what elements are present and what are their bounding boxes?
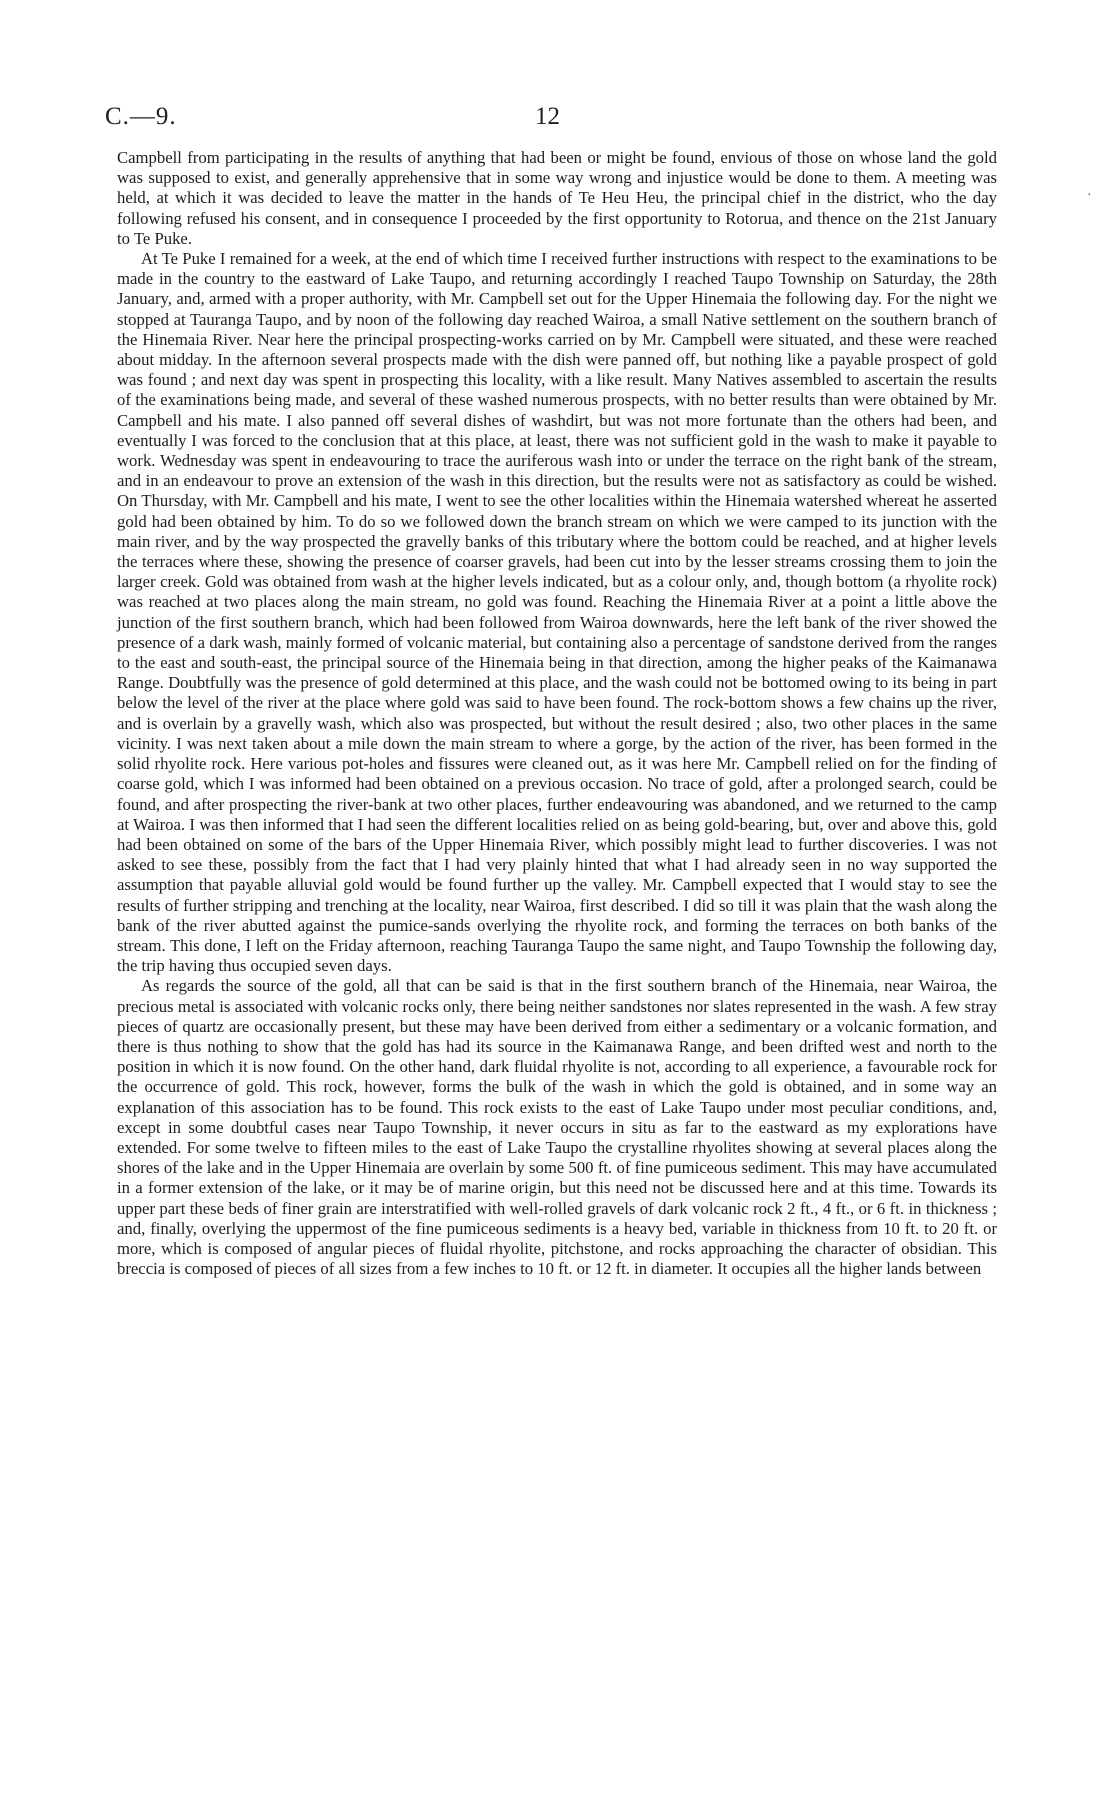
document-reference: C.—9. — [105, 103, 177, 130]
page-number: 12 — [535, 103, 560, 130]
paragraph-te-puke-journey: At Te Puke I remained for a week, at the end of which time I received further instructions with respect to the examinations to be made in the country to the eastward of Lake Taupo, and returning accordingly I reached Taupo Township on Saturday, the 28th January, and, armed with a proper authority, with Mr. Campbell set out for the Upper Hinemaia the following day. For the night we stopped at Tauranga Taupo, and by noon of the following day reached Wairoa, a small Native settlement on the southern branch of the Hinemaia River. Near here the principal prospecting-works carried on by Mr. Campbell were situated, and these were reached about midday. In the afternoon several prospects made with the dish were panned off, but nothing like a payable prospect of gold was found ; and next day was spent in prospecting this locality, with a like result. Many Natives assembled to ascertain the results of the examinations being made, and several of these washed numerous prospects, with no better results than were obtained by Mr. Campbell and his mate. I also panned off several dishes of washdirt, but was not more fortunate than the others had been, and eventually I was forced to the conclusion that at this place, at least, there was not sufficient gold in the wash to make it payable to work. Wednesday was spent in endeavouring to trace the auriferous wash into or under the terrace on the right bank of the stream, and in an endeavour to prove an extension of the wash in this direction, but the results were not as satisfactory as could be wished. On Thursday, with Mr. Campbell and his mate, I went to see the other localities within the Hinemaia watershed whereat he asserted gold had been obtained by him. To do so we followed down the branch stream on which we were camped to its junction with the main river, and by the way prospected the gravelly banks of this tributary where the bottom could be reached, and at higher levels the terraces where these, showing the presence of coarser gravels, had been cut into by the lesser streams crossing them to join the larger creek. Gold was obtained from wash at the higher levels indicated, but as a colour only, and, though bottom (a rhyolite rock) was reached at two places along the main stream, no gold was found. Reaching the Hinemaia River at a point a little above the junction of the first southern branch, which had been followed from Wairoa downwards, here the left bank of the river showed the presence of a dark wash, mainly formed of volcanic material, but containing also a percentage of sandstone derived from the ranges to the east and south-east, the principal source of the Hinemaia being in that direction, among the higher peaks of the Kaimanawa Range. Doubtfully was the presence of gold determined at this place, and the wash could not be bottomed owing to its being in part below the level of the river at the place where gold was said to have been found. The rock-bottom shows a few chains up the river, and is overlain by a gravelly wash, which also was prospected, but without the result desired ; also, two other places in the same vicinity. I was next taken about a mile down the main stream to where a gorge, by the action of the river, has been formed in the solid rhyolite rock. Here various pot-holes and fissures were cleaned out, as it was here Mr. Campbell relied on for the finding of coarse gold, which I was informed had been obtained on a previous occasion. No trace of gold, after a prolonged search, could be found, and after prospecting the river-bank at two other places, further endeavouring was abandoned, and we returned to the camp at Wairoa. I was then informed that I had seen the different localities relied on as being gold-bearing, but, over and above this, gold had been obtained on some of the bars of the Upper Hinemaia River, which possibly might lead to further discoveries. I was not asked to see these, possibly from the fact that I had very plainly hinted that what I had already seen in no way supported the assumption that payable alluvial gold would be found further up the valley. Mr. Campbell expected that I would stay to see the results of further stripping and trenching at the locality, near Wairoa, first described. I did so till it was plain that the wash along the bank of the river abutted against the pumice-sands overlying the rhyolite rock, and forming the terraces on both banks of the stream. This done, I left on the Friday afternoon, reaching Tauranga Taupo the same night, and Taupo Township the following day, the trip having thus occupied seven days. — [117, 249, 997, 976]
paragraph-gold-source: As regards the source of the gold, all that can be said is that in the first southern branch of the Hinemaia, near Wairoa, the precious metal is associated with volcanic rocks only, there being neither sandstones nor slates represented in the wash. A few stray pieces of quartz are occasionally present, but these may have been derived from either a sedimentary or a volcanic formation, and there is thus nothing to show that the gold has had its source in the Kaimanawa Range, and been drifted west and north to the position in which it is now found. On the other hand, dark fluidal rhyolite is not, according to all experience, a favourable rock for the occurrence of gold. This rock, however, forms the bulk of the wash in which the gold is obtained, and in some way an explanation of this association has to be found. This rock exists to the east of Lake Taupo under most peculiar conditions, and, except in some doubtful cases near Taupo Township, it never occurs in situ as far to the eastward as my explorations have extended. For some twelve to fifteen miles to the east of Lake Taupo the crystalline rhyolites showing at several places along the shores of the lake and in the Upper Hinemaia are overlain by some 500 ft. of fine pumiceous sediment. This may have accumulated in a former extension of the lake, or it may be of marine origin, but this need not be discussed here and at this time. Towards its upper part these beds of finer grain are interstratified with well-rolled gravels of dark volcanic rock 2 ft., 4 ft., or 6 ft. in thickness ; and, finally, overlying the uppermost of the fine pumiceous sediments is a heavy bed, variable in thickness from 10 ft. to 20 ft. or more, which is composed of angular pieces of fluidal rhyolite, pitchstone, and rocks approaching the character of obsidian. This breccia is composed of pieces of all sizes from a few inches to 10 ft. or 12 ft. in diameter. It occupies all the higher lands between — [117, 976, 997, 1279]
paragraph-continuation: Campbell from participating in the results of anything that had been or might be found, envious of those on whose land the gold was supposed to exist, and generally apprehensive that in some way wrong and injustice would be done to them. A meeting was held, at which it was decided to leave the matter in the hands of Te Heu Heu, the principal chief in the district, who the day following refused his consent, and in consequence I proceeded by the first opportunity to Rotorua, and thence on the 21st January to Te Puke. — [117, 148, 997, 248]
page-header — [105, 103, 1010, 137]
margin-mark: · — [1087, 188, 1092, 203]
body-text — [117, 148, 997, 1279]
